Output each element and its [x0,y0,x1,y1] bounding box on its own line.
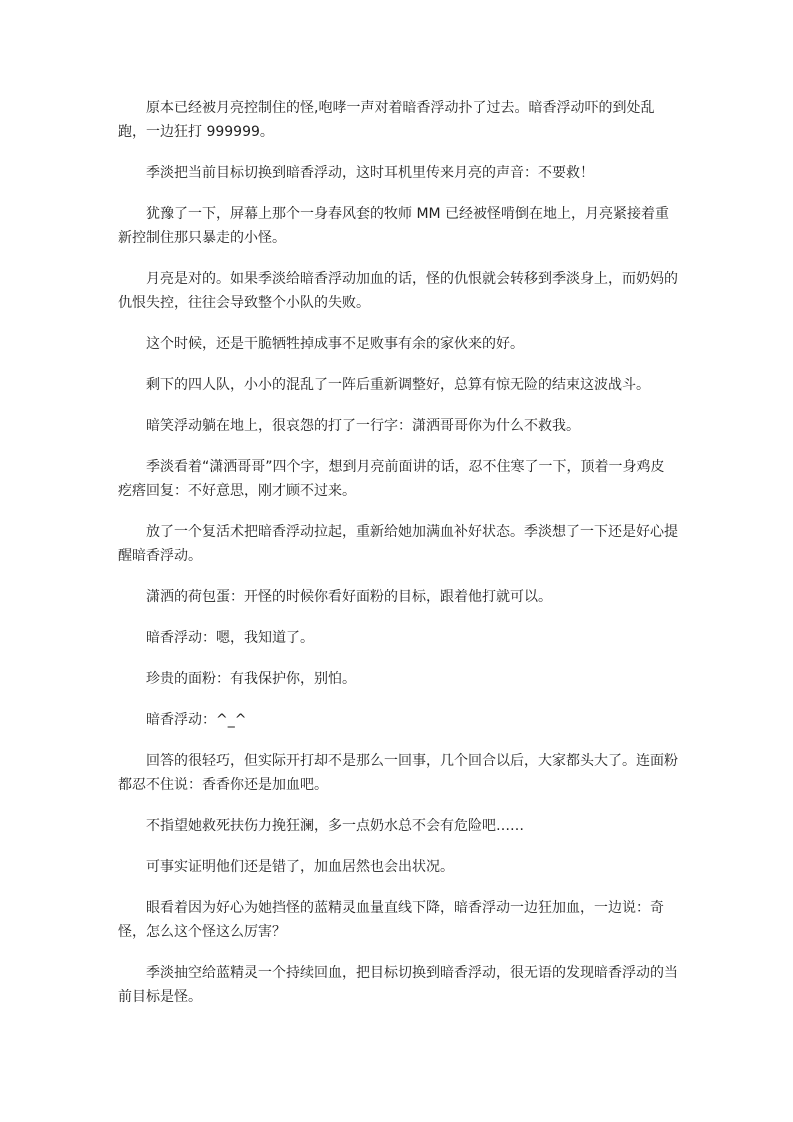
paragraph: 季淡看着“潇洒哥哥”四个字，想到月亮前面讲的话，忍不住寒了一下，顶着一身鸡皮疙瘩回复：不好意思，刚才顾不过来。 [118,459,665,499]
paragraph: 剩下的四人队，小小的混乱了一阵后重新调整好，总算有惊无险的结束这波战斗。 [146,377,650,393]
paragraph: 放了一个复活术把暗香浮动拉起，重新给她加满血补好状态。季淡想了一下还是好心提醒暗香浮动。 [118,524,678,564]
paragraph: 原本已经被月亮控制住的怪,咆哮一声对着暗香浮动扑了过去。暗香浮动吓的到处乱跑，一边狂打 999999。 [118,100,655,140]
paragraph: 可事实证明他们还是错了，加血居然也会出状况。 [146,859,454,875]
paragraph: 季淡把当前目标切换到暗香浮动，这时耳机里传来月亮的声音：不要救！ [146,165,594,181]
paragraph: 潇洒的荷包蛋：开怪的时候你看好面粉的目标，跟着他打就可以。 [146,589,552,605]
document-body [118,96,678,1026]
paragraph: 暗香浮动：嗯，我知道了。 [146,630,314,646]
paragraph: 眼看着因为好心为她挡怪的蓝精灵血量直线下降，暗香浮动一边狂加血，一边说：奇怪，怎么这个怪这么厉害？ [118,900,664,940]
paragraph: 暗香浮动：^_^ [146,712,247,728]
paragraph: 珍贵的面粉：有我保护你，别怕。 [146,671,356,687]
paragraph: 不指望她救死扶伤力挽狂澜，多一点奶水总不会有危险吧…… [146,818,524,834]
paragraph: 回答的很轻巧，但实际开打却不是那么一回事，几个回合以后，大家都头大了。连面粉都忍不住说：香香你还是加血吧。 [118,753,678,793]
paragraph: 月亮是对的。如果季淡给暗香浮动加血的话，怪的仇恨就会转移到季淡身上，而奶妈的仇恨失控，往往会导致整个小队的失败。 [118,271,678,311]
paragraph: 季淡抽空给蓝精灵一个持续回血，把目标切换到暗香浮动，很无语的发现暗香浮动的当前目标是怪。 [118,965,678,1005]
paragraph: 犹豫了一下，屏幕上那个一身春风套的牧师 MM 已经被怪啃倒在地上，月亮紧接着重新控制住那只暴走的小怪。 [118,206,670,246]
paragraph: 这个时候，还是干脆牺牲掉成事不足败事有余的家伙来的好。 [146,336,524,352]
paragraph: 暗笑浮动躺在地上，很哀怨的打了一行字：潇洒哥哥你为什么不救我。 [146,418,580,434]
